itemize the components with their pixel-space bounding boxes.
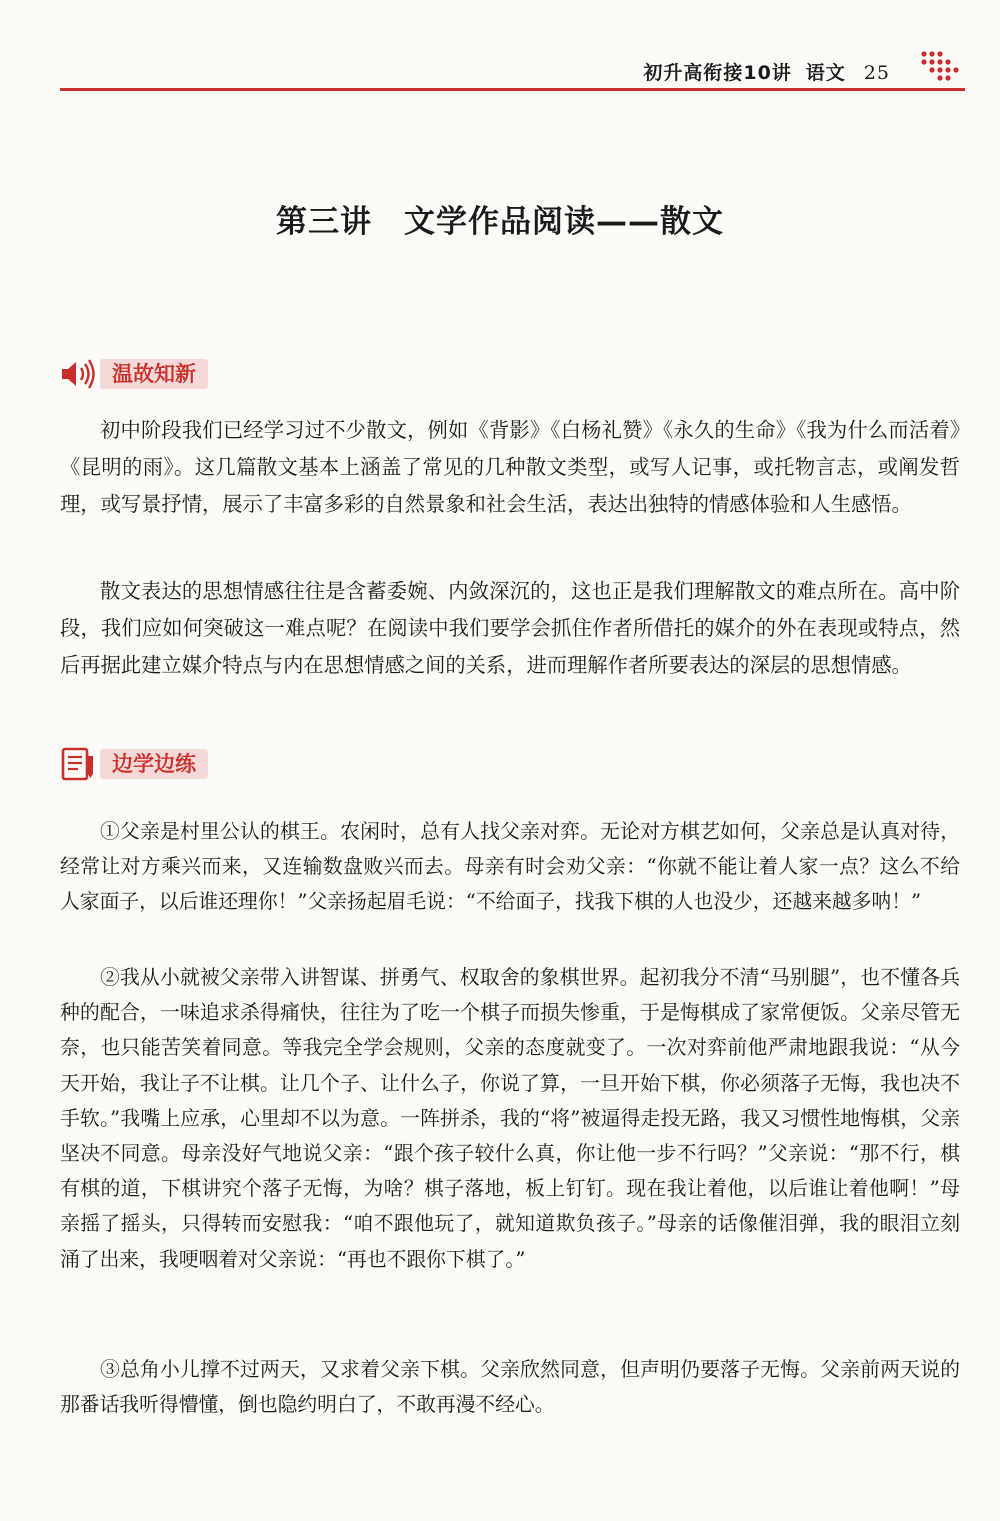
dot-grid-icon [920,50,960,86]
header-text [643,58,890,85]
lecture-title: 第三讲 文学作品阅读——散文 [276,204,724,240]
speaker-icon [58,356,98,392]
section-label: 边学边练 [100,749,208,779]
book-title: 初升高衔接10讲 [643,62,792,84]
section-label: 温故知新 [100,359,208,389]
page-number: 25 [863,62,890,84]
header-rule [60,88,965,91]
notebook-icon [58,746,98,782]
page-header [60,50,960,88]
review-paragraph-1: 初中阶段我们已经学习过不少散文，例如《背影》《白杨礼赞》《永久的生命》《我为什么而活着》《昆明的雨》。这几篇散文基本上涵盖了常见的几种散文类型，或写人记事，或托物言志，或阐发哲理，或写景抒情，展示了丰富多彩的自然景象和社会生活，表达出独特的情感体验和人生感悟。 [60,418,960,516]
story-paragraph-2: ②我从小就被父亲带入讲智谋、拼勇气、权取舍的象棋世界。起初我分不清“马别腿”，也不懂各兵种的配合，一味追求杀得痛快，往往为了吃一个棋子而损失惨重，于是悔棋成了家常便饭。父亲尽管无奈，也只能苦笑着同意。等我完全学会规则，父亲的态度就变了。一次对弈前他严肃地跟我说：“从今天开始，我让子不让棋。让几个子、让什么子，你说了算，一旦开始下棋，你必须落子无悔，我也决不手软。”我嘴上应承，心里却不以为意。一阵拼杀，我的“将”被逼得走投无路，我又习惯性地悔棋，父亲坚决不同意。母亲没好气地说父亲：“跟个孩子较什么真，你让他一步不行吗？”父亲说：“那不行，棋有棋的道，下棋讲究个落子无悔，为啥？棋子落地，板上钉钉。现在我让着他，以后谁让着他啊！”母亲摇了摇头，只得转而安慰我：“咱不跟他玩了，就知道欺负孩子。”母亲的话像催泪弹，我的眼泪立刻涌了出来，我哽咽着对父亲说：“再也不跟你下棋了。” [60,966,960,1271]
story-paragraph-3: ③总角小儿撑不过两天，又求着父亲下棋。父亲欣然同意，但声明仍要落子无悔。父亲前两天说的那番话我听得懵懂，倒也隐约明白了，不敢再漫不经心。 [60,1358,960,1417]
review-paragraph-2: 散文表达的思想情感往往是含蓄委婉、内敛深沉的，这也正是我们理解散文的难点所在。高中阶段，我们应如何突破这一难点呢？在阅读中我们要学会抓住作者所借托的媒介的外在表现或特点，然后再据此建立媒介特点与内在思想情感之间的关系，进而理解作者所要表达的深层的思想情感。 [60,579,960,677]
story-paragraph-1: ①父亲是村里公认的棋王。农闲时，总有人找父亲对弈。无论对方棋艺如何，父亲总是认真对待，经常让对方乘兴而来，又连输数盘败兴而去。母亲有时会劝父亲：“你就不能让着人家一点？这么不给人家面子，以后谁还理你！”父亲扬起眉毛说：“不给面子，找我下棋的人也没少，还越来越多呐！” [60,820,960,914]
subject-label: 语文 [805,62,846,84]
